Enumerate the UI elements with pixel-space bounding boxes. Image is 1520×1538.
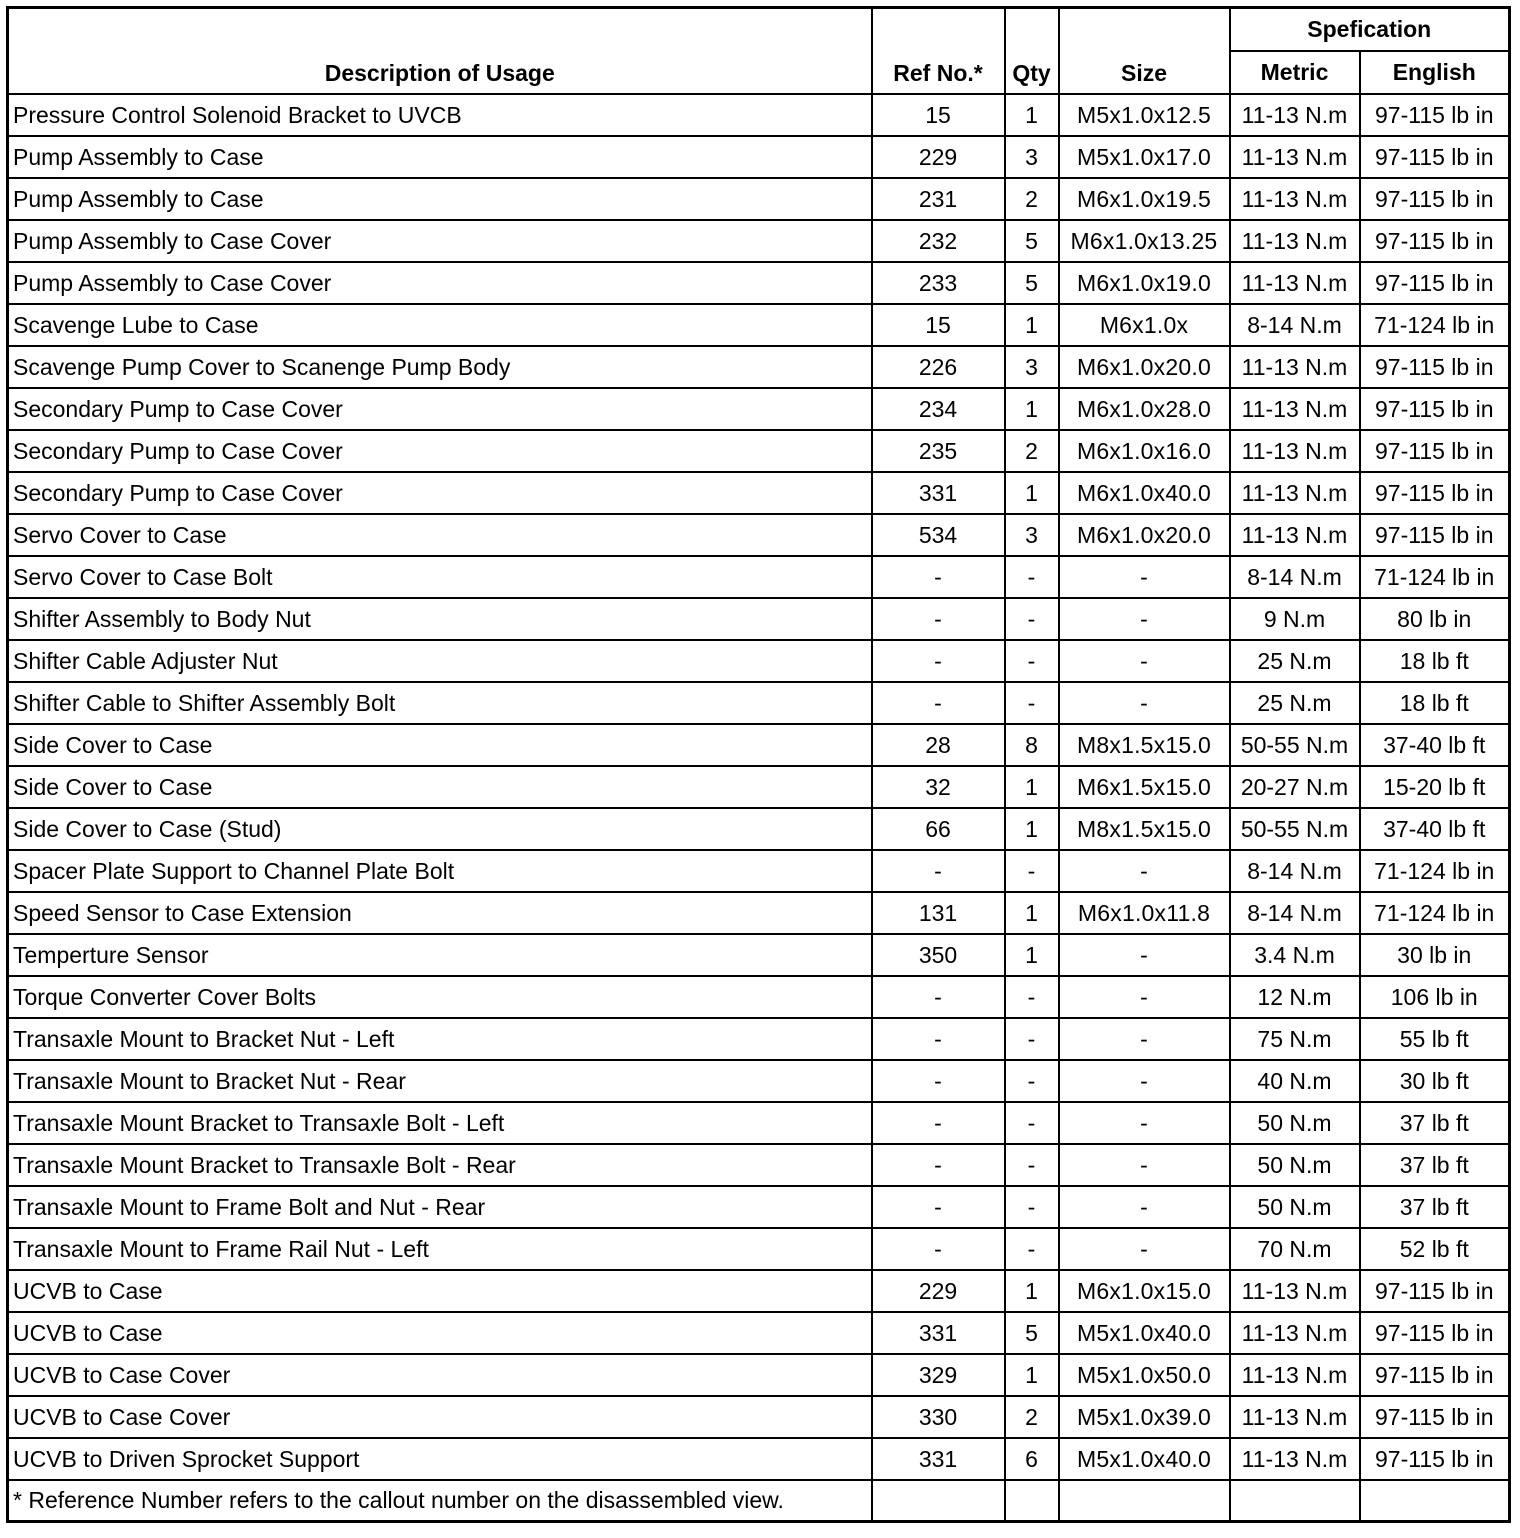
- cell-qty: -: [1005, 682, 1059, 724]
- cell-english: 97-115 lb in: [1360, 94, 1510, 136]
- cell-qty: 2: [1005, 430, 1059, 472]
- cell-english: 97-115 lb in: [1360, 136, 1510, 178]
- cell-description: Transaxle Mount Bracket to Transaxle Bolt - Rear: [8, 1144, 872, 1186]
- table-body: [8, 94, 1510, 1522]
- cell-ref-no: -: [872, 850, 1005, 892]
- cell-size: M5x1.0x40.0: [1059, 1438, 1230, 1480]
- cell-english: 97-115 lb in: [1360, 1438, 1510, 1480]
- cell-description: UCVB to Case Cover: [8, 1396, 872, 1438]
- cell-size: -: [1059, 1186, 1230, 1228]
- cell-qty: 5: [1005, 220, 1059, 262]
- cell-description: Scavenge Pump Cover to Scanenge Pump Body: [8, 346, 872, 388]
- header-english: English: [1360, 51, 1510, 94]
- cell-qty: 5: [1005, 1312, 1059, 1354]
- cell-qty: -: [1005, 1018, 1059, 1060]
- cell-description: Side Cover to Case (Stud): [8, 808, 872, 850]
- cell-description: Transaxle Mount to Bracket Nut - Rear: [8, 1060, 872, 1102]
- footnote-row: [8, 1480, 1510, 1522]
- cell-qty: -: [1005, 1186, 1059, 1228]
- cell-description: Shifter Assembly to Body Nut: [8, 598, 872, 640]
- cell-size: M6x1.0x16.0: [1059, 430, 1230, 472]
- cell-qty: 8: [1005, 724, 1059, 766]
- cell-metric: 8-14 N.m: [1230, 850, 1360, 892]
- cell-english: 18 lb ft: [1360, 640, 1510, 682]
- cell-metric: 12 N.m: [1230, 976, 1360, 1018]
- cell-description: Torque Converter Cover Bolts: [8, 976, 872, 1018]
- cell-ref-no: 15: [872, 94, 1005, 136]
- cell-size: -: [1059, 976, 1230, 1018]
- cell-description: UCVB to Case: [8, 1270, 872, 1312]
- cell-metric: 50 N.m: [1230, 1102, 1360, 1144]
- cell-ref-no: 226: [872, 346, 1005, 388]
- cell-description: UCVB to Case: [8, 1312, 872, 1354]
- cell-qty: 1: [1005, 892, 1059, 934]
- table-row: [8, 304, 1510, 346]
- cell-qty: -: [1005, 1228, 1059, 1270]
- header-size: Size: [1059, 8, 1230, 95]
- cell-size: M5x1.0x39.0: [1059, 1396, 1230, 1438]
- table-row: [8, 262, 1510, 304]
- cell-qty: 6: [1005, 1438, 1059, 1480]
- cell-english: 30 lb in: [1360, 934, 1510, 976]
- cell-description: Side Cover to Case: [8, 766, 872, 808]
- cell-metric: 20-27 N.m: [1230, 766, 1360, 808]
- cell-metric: 25 N.m: [1230, 682, 1360, 724]
- table-row: [8, 136, 1510, 178]
- table-row: [8, 1270, 1510, 1312]
- cell-metric: 8-14 N.m: [1230, 304, 1360, 346]
- cell-metric: 11-13 N.m: [1230, 388, 1360, 430]
- cell-description: Side Cover to Case: [8, 724, 872, 766]
- cell-size: M5x1.0x50.0: [1059, 1354, 1230, 1396]
- cell-ref-no: -: [872, 682, 1005, 724]
- cell-description: Speed Sensor to Case Extension: [8, 892, 872, 934]
- cell-description: Scavenge Lube to Case: [8, 304, 872, 346]
- cell-description: Spacer Plate Support to Channel Plate Bolt: [8, 850, 872, 892]
- cell-metric: 40 N.m: [1230, 1060, 1360, 1102]
- cell-english: 30 lb ft: [1360, 1060, 1510, 1102]
- cell-qty: 1: [1005, 304, 1059, 346]
- cell-qty: -: [1005, 850, 1059, 892]
- cell-qty: -: [1005, 640, 1059, 682]
- cell-description: Secondary Pump to Case Cover: [8, 472, 872, 514]
- cell-qty: -: [1005, 1060, 1059, 1102]
- table-row: [8, 178, 1510, 220]
- cell-size: M6x1.0x40.0: [1059, 472, 1230, 514]
- cell-qty: 1: [1005, 808, 1059, 850]
- cell-ref-no: -: [872, 1102, 1005, 1144]
- cell-metric: 8-14 N.m: [1230, 556, 1360, 598]
- table-row: [8, 1354, 1510, 1396]
- cell-english: 71-124 lb in: [1360, 892, 1510, 934]
- cell-qty: 1: [1005, 472, 1059, 514]
- cell-description: Secondary Pump to Case Cover: [8, 388, 872, 430]
- table-row: [8, 1102, 1510, 1144]
- cell-english: 71-124 lb in: [1360, 850, 1510, 892]
- cell-size: -: [1059, 1228, 1230, 1270]
- cell-qty: 2: [1005, 1396, 1059, 1438]
- table-row: [8, 808, 1510, 850]
- table-row: [8, 934, 1510, 976]
- cell-size: M6x1.0x: [1059, 304, 1230, 346]
- table-header: [8, 8, 1510, 95]
- table-row: [8, 1018, 1510, 1060]
- cell-description: UCVB to Case Cover: [8, 1354, 872, 1396]
- cell-ref-no: 28: [872, 724, 1005, 766]
- table-row: [8, 94, 1510, 136]
- table-row: [8, 724, 1510, 766]
- table-row: [8, 1144, 1510, 1186]
- cell-description: Pump Assembly to Case Cover: [8, 220, 872, 262]
- cell-description: Transaxle Mount to Frame Rail Nut - Left: [8, 1228, 872, 1270]
- cell-size: -: [1059, 682, 1230, 724]
- cell-qty: 5: [1005, 262, 1059, 304]
- cell-ref-no: 232: [872, 220, 1005, 262]
- cell-ref-no: 235: [872, 430, 1005, 472]
- cell-english: 97-115 lb in: [1360, 1354, 1510, 1396]
- footnote-text: * Reference Number refers to the callout number on the disassembled view.: [8, 1480, 872, 1522]
- cell-metric: 11-13 N.m: [1230, 1270, 1360, 1312]
- cell-ref-no: 131: [872, 892, 1005, 934]
- cell-ref-no: 234: [872, 388, 1005, 430]
- cell-qty: 1: [1005, 388, 1059, 430]
- cell-ref-no: -: [872, 1228, 1005, 1270]
- cell-description: UCVB to Driven Sprocket Support: [8, 1438, 872, 1480]
- cell-metric: 8-14 N.m: [1230, 892, 1360, 934]
- table-row: [8, 430, 1510, 472]
- cell-english: 97-115 lb in: [1360, 178, 1510, 220]
- table-row: [8, 640, 1510, 682]
- cell-english: 97-115 lb in: [1360, 1312, 1510, 1354]
- cell-qty: 1: [1005, 934, 1059, 976]
- footnote-empty-cell: [1360, 1480, 1510, 1522]
- cell-metric: 11-13 N.m: [1230, 1438, 1360, 1480]
- table-row: [8, 892, 1510, 934]
- cell-ref-no: 231: [872, 178, 1005, 220]
- cell-description: Servo Cover to Case Bolt: [8, 556, 872, 598]
- header-description: Description of Usage: [8, 8, 872, 95]
- cell-english: 37-40 lb ft: [1360, 724, 1510, 766]
- cell-ref-no: 331: [872, 472, 1005, 514]
- cell-ref-no: 233: [872, 262, 1005, 304]
- cell-ref-no: 229: [872, 1270, 1005, 1312]
- cell-english: 37 lb ft: [1360, 1102, 1510, 1144]
- cell-ref-no: 15: [872, 304, 1005, 346]
- table-row: [8, 1396, 1510, 1438]
- cell-ref-no: -: [872, 640, 1005, 682]
- cell-english: 71-124 lb in: [1360, 556, 1510, 598]
- cell-english: 37-40 lb ft: [1360, 808, 1510, 850]
- cell-english: 97-115 lb in: [1360, 514, 1510, 556]
- cell-qty: -: [1005, 598, 1059, 640]
- table-row: [8, 1438, 1510, 1480]
- cell-ref-no: 329: [872, 1354, 1005, 1396]
- cell-size: -: [1059, 1060, 1230, 1102]
- cell-metric: 50-55 N.m: [1230, 724, 1360, 766]
- cell-english: 106 lb in: [1360, 976, 1510, 1018]
- cell-qty: 3: [1005, 514, 1059, 556]
- cell-size: M6x1.0x15.0: [1059, 1270, 1230, 1312]
- cell-qty: -: [1005, 556, 1059, 598]
- cell-metric: 11-13 N.m: [1230, 220, 1360, 262]
- cell-ref-no: 331: [872, 1312, 1005, 1354]
- cell-metric: 9 N.m: [1230, 598, 1360, 640]
- cell-description: Transaxle Mount Bracket to Transaxle Bolt - Left: [8, 1102, 872, 1144]
- cell-english: 71-124 lb in: [1360, 304, 1510, 346]
- cell-size: -: [1059, 934, 1230, 976]
- cell-english: 37 lb ft: [1360, 1186, 1510, 1228]
- footnote-empty-cell: [1230, 1480, 1360, 1522]
- cell-description: Transaxle Mount to Frame Bolt and Nut - Rear: [8, 1186, 872, 1228]
- cell-size: M5x1.0x40.0: [1059, 1312, 1230, 1354]
- table-row: [8, 682, 1510, 724]
- cell-english: 97-115 lb in: [1360, 1396, 1510, 1438]
- cell-metric: 11-13 N.m: [1230, 136, 1360, 178]
- cell-metric: 50 N.m: [1230, 1186, 1360, 1228]
- cell-description: Shifter Cable Adjuster Nut: [8, 640, 872, 682]
- cell-english: 97-115 lb in: [1360, 220, 1510, 262]
- cell-metric: 25 N.m: [1230, 640, 1360, 682]
- cell-qty: 1: [1005, 94, 1059, 136]
- cell-size: M6x1.0x20.0: [1059, 346, 1230, 388]
- cell-english: 97-115 lb in: [1360, 262, 1510, 304]
- header-specification: Spefication: [1230, 8, 1510, 52]
- cell-qty: 3: [1005, 136, 1059, 178]
- table-row: [8, 346, 1510, 388]
- cell-metric: 11-13 N.m: [1230, 1354, 1360, 1396]
- cell-description: Pressure Control Solenoid Bracket to UVCB: [8, 94, 872, 136]
- cell-description: Secondary Pump to Case Cover: [8, 430, 872, 472]
- footnote-empty-cell: [1059, 1480, 1230, 1522]
- cell-description: Transaxle Mount to Bracket Nut - Left: [8, 1018, 872, 1060]
- cell-size: -: [1059, 850, 1230, 892]
- cell-metric: 50 N.m: [1230, 1144, 1360, 1186]
- cell-metric: 11-13 N.m: [1230, 472, 1360, 514]
- cell-qty: 1: [1005, 766, 1059, 808]
- cell-ref-no: 350: [872, 934, 1005, 976]
- cell-qty: 1: [1005, 1270, 1059, 1312]
- footnote-empty-cell: [1005, 1480, 1059, 1522]
- cell-size: M6x1.0x28.0: [1059, 388, 1230, 430]
- table-row: [8, 472, 1510, 514]
- cell-english: 18 lb ft: [1360, 682, 1510, 724]
- cell-size: M5x1.0x12.5: [1059, 94, 1230, 136]
- cell-size: M6x1.0x13.25: [1059, 220, 1230, 262]
- table-row: [8, 598, 1510, 640]
- cell-metric: 3.4 N.m: [1230, 934, 1360, 976]
- cell-size: -: [1059, 556, 1230, 598]
- header-ref-no: Ref No.*: [872, 8, 1005, 95]
- cell-ref-no: -: [872, 1018, 1005, 1060]
- cell-ref-no: 229: [872, 136, 1005, 178]
- cell-size: -: [1059, 640, 1230, 682]
- cell-size: -: [1059, 1102, 1230, 1144]
- cell-size: M5x1.0x17.0: [1059, 136, 1230, 178]
- cell-size: M6x1.0x19.5: [1059, 178, 1230, 220]
- cell-metric: 11-13 N.m: [1230, 1396, 1360, 1438]
- table-row: [8, 1186, 1510, 1228]
- cell-ref-no: -: [872, 598, 1005, 640]
- cell-qty: 1: [1005, 1354, 1059, 1396]
- cell-size: -: [1059, 598, 1230, 640]
- cell-metric: 11-13 N.m: [1230, 430, 1360, 472]
- cell-ref-no: 331: [872, 1438, 1005, 1480]
- cell-qty: -: [1005, 1102, 1059, 1144]
- cell-metric: 50-55 N.m: [1230, 808, 1360, 850]
- cell-description: Shifter Cable to Shifter Assembly Bolt: [8, 682, 872, 724]
- cell-metric: 11-13 N.m: [1230, 1312, 1360, 1354]
- cell-qty: 2: [1005, 178, 1059, 220]
- cell-size: M6x1.0x11.8: [1059, 892, 1230, 934]
- cell-english: 97-115 lb in: [1360, 1270, 1510, 1312]
- cell-description: Pump Assembly to Case: [8, 136, 872, 178]
- cell-description: Servo Cover to Case: [8, 514, 872, 556]
- cell-metric: 70 N.m: [1230, 1228, 1360, 1270]
- torque-spec-table: [6, 6, 1511, 1523]
- cell-size: -: [1059, 1144, 1230, 1186]
- cell-english: 97-115 lb in: [1360, 388, 1510, 430]
- cell-size: M6x1.0x20.0: [1059, 514, 1230, 556]
- cell-qty: 3: [1005, 346, 1059, 388]
- table-row: [8, 1312, 1510, 1354]
- table-row: [8, 766, 1510, 808]
- cell-ref-no: -: [872, 1144, 1005, 1186]
- table-row: [8, 1228, 1510, 1270]
- cell-ref-no: -: [872, 1060, 1005, 1102]
- cell-qty: -: [1005, 976, 1059, 1018]
- footnote-empty-cell: [872, 1480, 1005, 1522]
- cell-ref-no: 32: [872, 766, 1005, 808]
- cell-english: 97-115 lb in: [1360, 472, 1510, 514]
- table-row: [8, 976, 1510, 1018]
- cell-description: Pump Assembly to Case Cover: [8, 262, 872, 304]
- cell-ref-no: -: [872, 556, 1005, 598]
- cell-metric: 75 N.m: [1230, 1018, 1360, 1060]
- cell-metric: 11-13 N.m: [1230, 178, 1360, 220]
- cell-english: 15-20 lb ft: [1360, 766, 1510, 808]
- cell-size: M6x1.0x19.0: [1059, 262, 1230, 304]
- cell-ref-no: 534: [872, 514, 1005, 556]
- table-row: [8, 514, 1510, 556]
- cell-ref-no: -: [872, 976, 1005, 1018]
- cell-description: Temperture Sensor: [8, 934, 872, 976]
- cell-description: Pump Assembly to Case: [8, 178, 872, 220]
- cell-qty: -: [1005, 1144, 1059, 1186]
- cell-english: 97-115 lb in: [1360, 346, 1510, 388]
- cell-size: M8x1.5x15.0: [1059, 808, 1230, 850]
- table-row: [8, 556, 1510, 598]
- cell-english: 97-115 lb in: [1360, 430, 1510, 472]
- cell-english: 37 lb ft: [1360, 1144, 1510, 1186]
- table-row: [8, 850, 1510, 892]
- header-metric: Metric: [1230, 51, 1360, 94]
- header-qty: Qty: [1005, 8, 1059, 95]
- table-row: [8, 388, 1510, 430]
- cell-english: 55 lb ft: [1360, 1018, 1510, 1060]
- cell-metric: 11-13 N.m: [1230, 346, 1360, 388]
- cell-size: M8x1.5x15.0: [1059, 724, 1230, 766]
- table-row: [8, 1060, 1510, 1102]
- cell-ref-no: 66: [872, 808, 1005, 850]
- cell-ref-no: 330: [872, 1396, 1005, 1438]
- cell-size: M6x1.5x15.0: [1059, 766, 1230, 808]
- cell-metric: 11-13 N.m: [1230, 514, 1360, 556]
- cell-english: 52 lb ft: [1360, 1228, 1510, 1270]
- table-row: [8, 220, 1510, 262]
- cell-ref-no: -: [872, 1186, 1005, 1228]
- cell-english: 80 lb in: [1360, 598, 1510, 640]
- cell-metric: 11-13 N.m: [1230, 262, 1360, 304]
- cell-metric: 11-13 N.m: [1230, 94, 1360, 136]
- cell-size: -: [1059, 1018, 1230, 1060]
